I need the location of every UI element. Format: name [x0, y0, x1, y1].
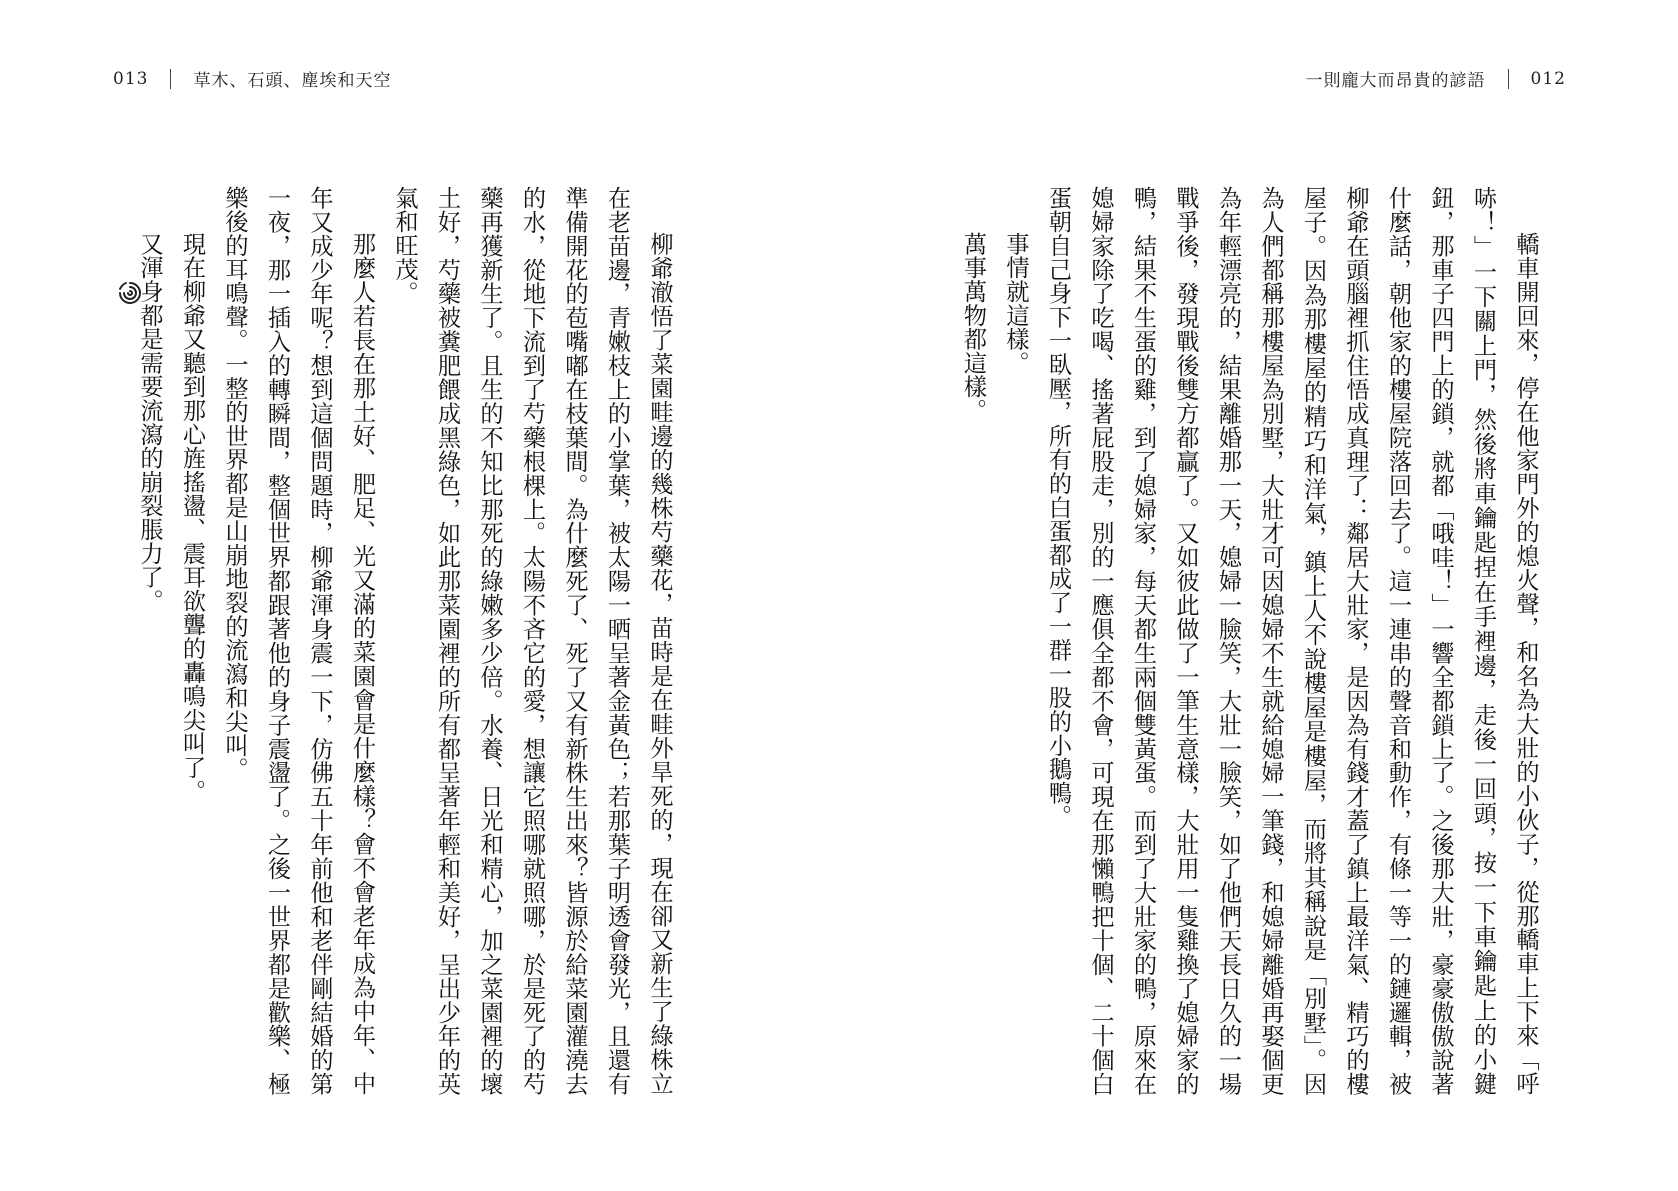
left-page-number: 013: [113, 68, 149, 89]
header-divider: [1508, 69, 1509, 89]
paragraph: 現在柳爺又聽到那心旌搖盪、震耳欲聾的轟鳴尖叫了。: [178, 232, 206, 804]
paragraph: 柳爺澈悟了菜園畦邊的幾株芍藥花，苗時是在畦外旱死的，現在卻又新生了綠株立在老苗邊，青嫩枝上的小掌葉，被太陽一晒呈著金黃色；若那葉子明透會發光，且還有準備開花的苞嘴嘟在枝葉間。為什麼死了、死了又有新株生出來？皆源於給菜園灌澆去的水，從地下流到了芍藥根棵上。太陽不吝它的愛，想讓它照哪就照哪，於是死了的芍藥再獲新生了。且生的不知比那死的綠嫩多少倍。水養、日光和精心，加之菜園裡的壞土好，芍藥被糞肥餵成黑綠色，如此那菜園裡的所有都呈著年輕和美好，呈出少年的英氣和旺茂。: [391, 186, 673, 1096]
header-divider: [170, 69, 171, 89]
right-page-running-title: 一則龐大而昂貴的諺語: [1305, 71, 1486, 91]
left-page-header: [113, 66, 391, 91]
paragraph: 那麼人若長在那土好、肥足、光又滿的菜園會是什麼樣？會不會老年成為中年、中年又成少年呢？想到這個問題時，柳爺渾身震一下，仿佛五十年前他和老伴剛結婚的第一夜，那一插入的轉瞬間，整個世界都跟著他的身子震盪了。之後一世界都是歡樂、極樂後的耳鳴聲。一整的世界都是山崩地裂的流瀉和尖叫。: [221, 186, 376, 1096]
right-page-header: [1306, 66, 1566, 91]
paragraph: 事情就這樣。: [1002, 232, 1029, 376]
right-page-body: [959, 186, 1546, 1096]
left-page-running-title: 草木、石頭、塵埃和天空: [193, 71, 392, 91]
right-page-number: 012: [1530, 68, 1566, 89]
paragraph: 萬事萬物都這樣。: [959, 232, 987, 423]
paragraph: 又渾身都是需要流瀉的崩裂脹力了。: [136, 232, 163, 614]
left-page-body: [136, 186, 680, 1096]
paragraph: 轎車開回來，停在他家門外的熄火聲，和名為大壯的小伙子，從那轎車上下來「呼哧！」一下關上門，然後將車鑰匙捏在手裡邊，走後一回頭，按一下車鑰匙上的小鍵鈕，那車子四門上的鎖，就都「哦哇！」一響全都鎖上了。之後那大壯，豪豪傲傲說著什麼話，朝他家的樓屋院落回去了。這一連串的聲音和動作，有條一等一的鏈邏輯，被柳爺在頭腦裡抓住悟成真理了：鄰居大壯家，是因為有錢才蓋了鎮上最洋氣、精巧的樓屋子。因為那樓屋的精巧和洋氣，鎮上人不說樓屋是樓屋，而將其稱說是「別墅」。因為人們都稱那樓屋為別墅，大壯才可因媳婦不生就給媳婦一筆錢，和媳婦離婚再娶個更為年輕漂亮的，結果離婚那一天，媳婦一臉笑，大壯一臉笑，如了他們天長日久的一場戰爭後，發現戰後雙方都贏了。又如彼此做了一筆生意樣，大壯用一隻雞換了媳婦家的鴨，結果不生蛋的雞，到了媳婦家，每天都生兩個雙黃蛋。而到了大壯家的鴨，原來在媳婦家除了吃喝、搖著屁股走，別的一應俱全都不會，可現在那懶鴨把十個、二十個白蛋朝自己身下一臥壓，所有的白蛋都成了一群一股的小鵝鴨。: [1044, 186, 1539, 1096]
